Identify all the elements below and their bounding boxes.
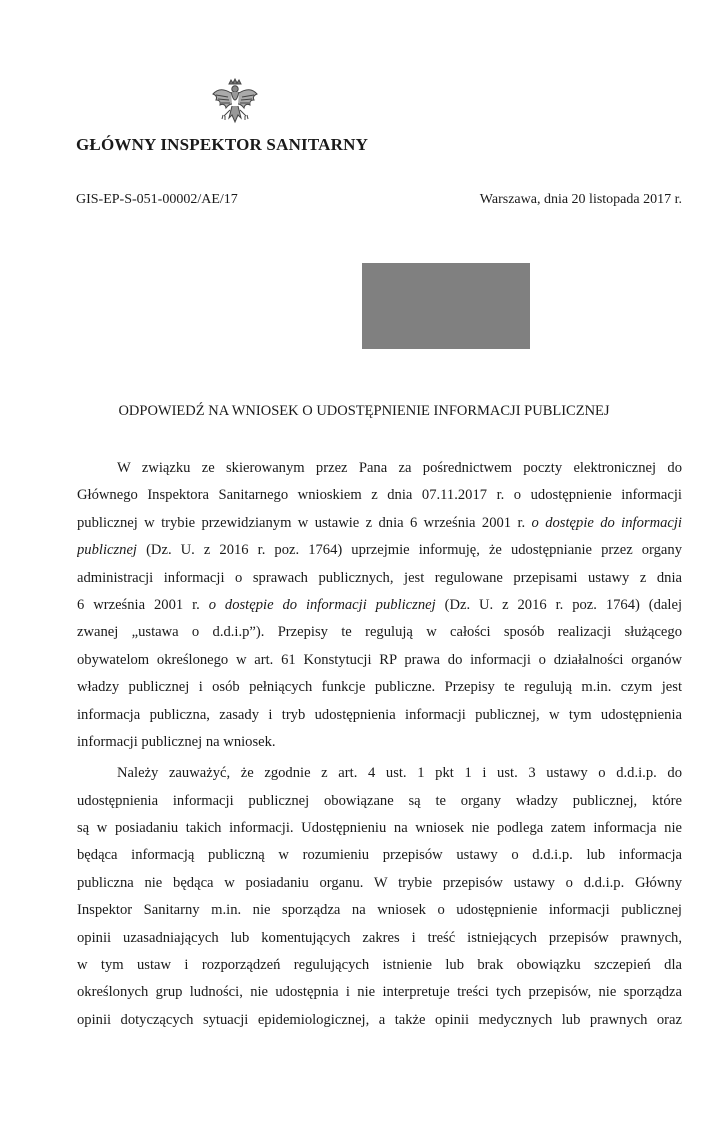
p2-line: Należy zauważyć, że zgodnie z art. 4 ust. 1 pkt 1 i ust. 3 ustawy o d.d.i.p. do bbox=[117, 765, 682, 782]
act-title-italic: o dostępie do informacji bbox=[531, 514, 682, 531]
letter-body bbox=[77, 455, 682, 1034]
reference-number: GIS-EP-S-051-00002/AE/17 bbox=[76, 192, 238, 207]
p1-line: informacji publicznej na wniosek. bbox=[77, 733, 276, 750]
act-title-italic: publicznej bbox=[77, 542, 137, 559]
p1-line: informacja publiczna, zasady i tryb udostępnienia informacji publicznej, w tym udostępnienia bbox=[77, 706, 682, 723]
p2-line: określonych grup ludności, nie udostępnia i nie interpretuje treści tych przepisów, nie sporządza bbox=[77, 984, 682, 1001]
document-title: ODPOWIEDŹ NA WNIOSEK O UDOSTĘPNIENIE INFORMACJI PUBLICZNEJ bbox=[118, 403, 610, 419]
p1-line: władzy publicznej i osób pełniących funkcje publiczne. Przepisy te regulują m.in. czym jest bbox=[77, 679, 682, 696]
p2-line: opinii dotyczących sytuacji epidemiologicznej, a także opinii medycznych lub prawnych oraz bbox=[77, 1011, 682, 1028]
p1-line: 6 września 2001 r. o dostępie do informacji publicznej (Dz. U. z 2016 r. poz. 1764) (dalej bbox=[77, 596, 682, 613]
p1-line: zwanej „ustawa o d.d.i.p”). Przepisy te regulują w całości sposób realizacji służącego bbox=[77, 624, 682, 641]
p1-line: administracji informacji o sprawach publicznych, jest regulowane przepisami ustawy z dnia bbox=[77, 569, 682, 586]
place-and-date: Warszawa, dnia 20 listopada 2017 r. bbox=[479, 192, 682, 207]
p2-line: publiczna nie będąca w posiadaniu organu. W trybie przepisów ustawy o d.d.i.p. Główny bbox=[77, 874, 682, 891]
p1-line: obywatelom określonego w art. 61 Konstytucji RP prawa do informacji o działalności organów bbox=[77, 651, 682, 668]
redacted-addressee-block bbox=[362, 263, 530, 349]
p2-line: Inspektor Sanitarny m.in. nie sporządza na wniosek o udostępnienie informacji publicznej bbox=[77, 902, 682, 919]
polish-eagle-emblem-icon bbox=[208, 78, 262, 128]
p2-line: w tym ustaw i rozporządzeń regulujących istnienie lub brak obowiązku szczepień dla bbox=[77, 957, 682, 974]
p2-line: są w posiadaniu takich informacji. Udostępnieniu na wniosek nie podlega zatem informacja nie bbox=[77, 820, 682, 837]
p2-line: udostępnienia informacji publicznej obowiązane są te organy władzy publicznej, które bbox=[77, 792, 682, 809]
p2-line: opinii uzasadniających lub komentujących zakres i treść istniejących przepisów prawnych, bbox=[77, 929, 682, 946]
act-title-italic: o dostępie do informacji publicznej bbox=[208, 596, 436, 613]
authority-name: GŁÓWNY INSPEKTOR SANITARNY bbox=[76, 135, 369, 154]
p2-line: będąca informacją publiczną w rozumieniu przepisów ustawy o d.d.i.p. lub informacja bbox=[77, 847, 682, 864]
p1-line: publicznej w trybie przewidzianym w ustawie z dnia 6 września 2001 r. o dostępie do informacji bbox=[77, 514, 682, 531]
p1-line: W związku ze skierowanym przez Pana za pośrednictwem poczty elektronicznej do bbox=[117, 460, 682, 476]
p1-line: Głównego Inspektora Sanitarnego wnioskiem z dnia 07.11.2017 r. o udostępnienie informacji bbox=[77, 487, 682, 504]
p1-line: publicznej (Dz. U. z 2016 r. poz. 1764) uprzejmie informuję, że udostępnianie przez organy bbox=[77, 542, 682, 559]
